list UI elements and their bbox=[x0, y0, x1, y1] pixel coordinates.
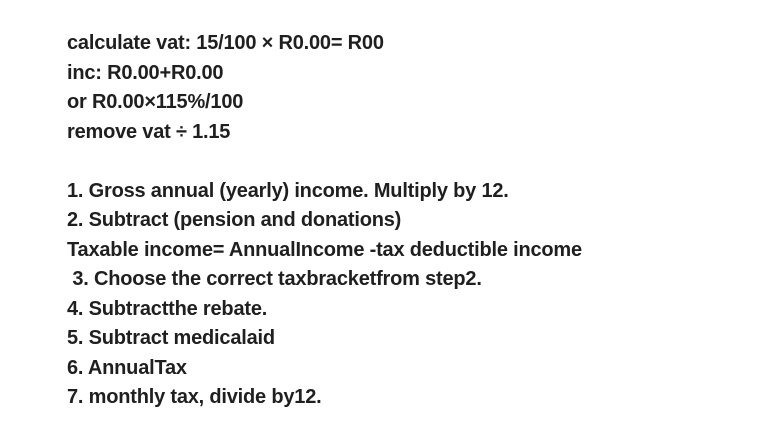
vat-line: inc: R0.00+R0.00 bbox=[67, 61, 224, 84]
tax-step-line: 1. Gross annual (yearly) income. Multiply by 12. bbox=[67, 179, 509, 202]
vat-line: remove vat ÷ 1.15 bbox=[67, 120, 231, 143]
vat-line: calculate vat: 15/100 × R0.00= R00 bbox=[67, 32, 384, 54]
tax-step-line: 2. Subtract (pension and donations) bbox=[67, 209, 402, 231]
tax-step-line: 6. AnnualTax bbox=[67, 356, 187, 379]
vat-line: or R0.00×115%/100 bbox=[67, 91, 244, 113]
tax-step-line: 4. Subtractthe rebate. bbox=[67, 297, 268, 320]
tax-step-line: 7. monthly tax, divide by12. bbox=[67, 386, 322, 408]
note-body bbox=[67, 29, 767, 413]
tax-step-line: Taxable income= AnnualIncome -tax deductible income bbox=[67, 238, 582, 261]
tax-step-line: 3. Choose the correct taxbracketfrom step2. bbox=[67, 268, 482, 290]
blank-line bbox=[67, 147, 767, 177]
tax-step-line: 5. Subtract medicalaid bbox=[67, 327, 275, 349]
